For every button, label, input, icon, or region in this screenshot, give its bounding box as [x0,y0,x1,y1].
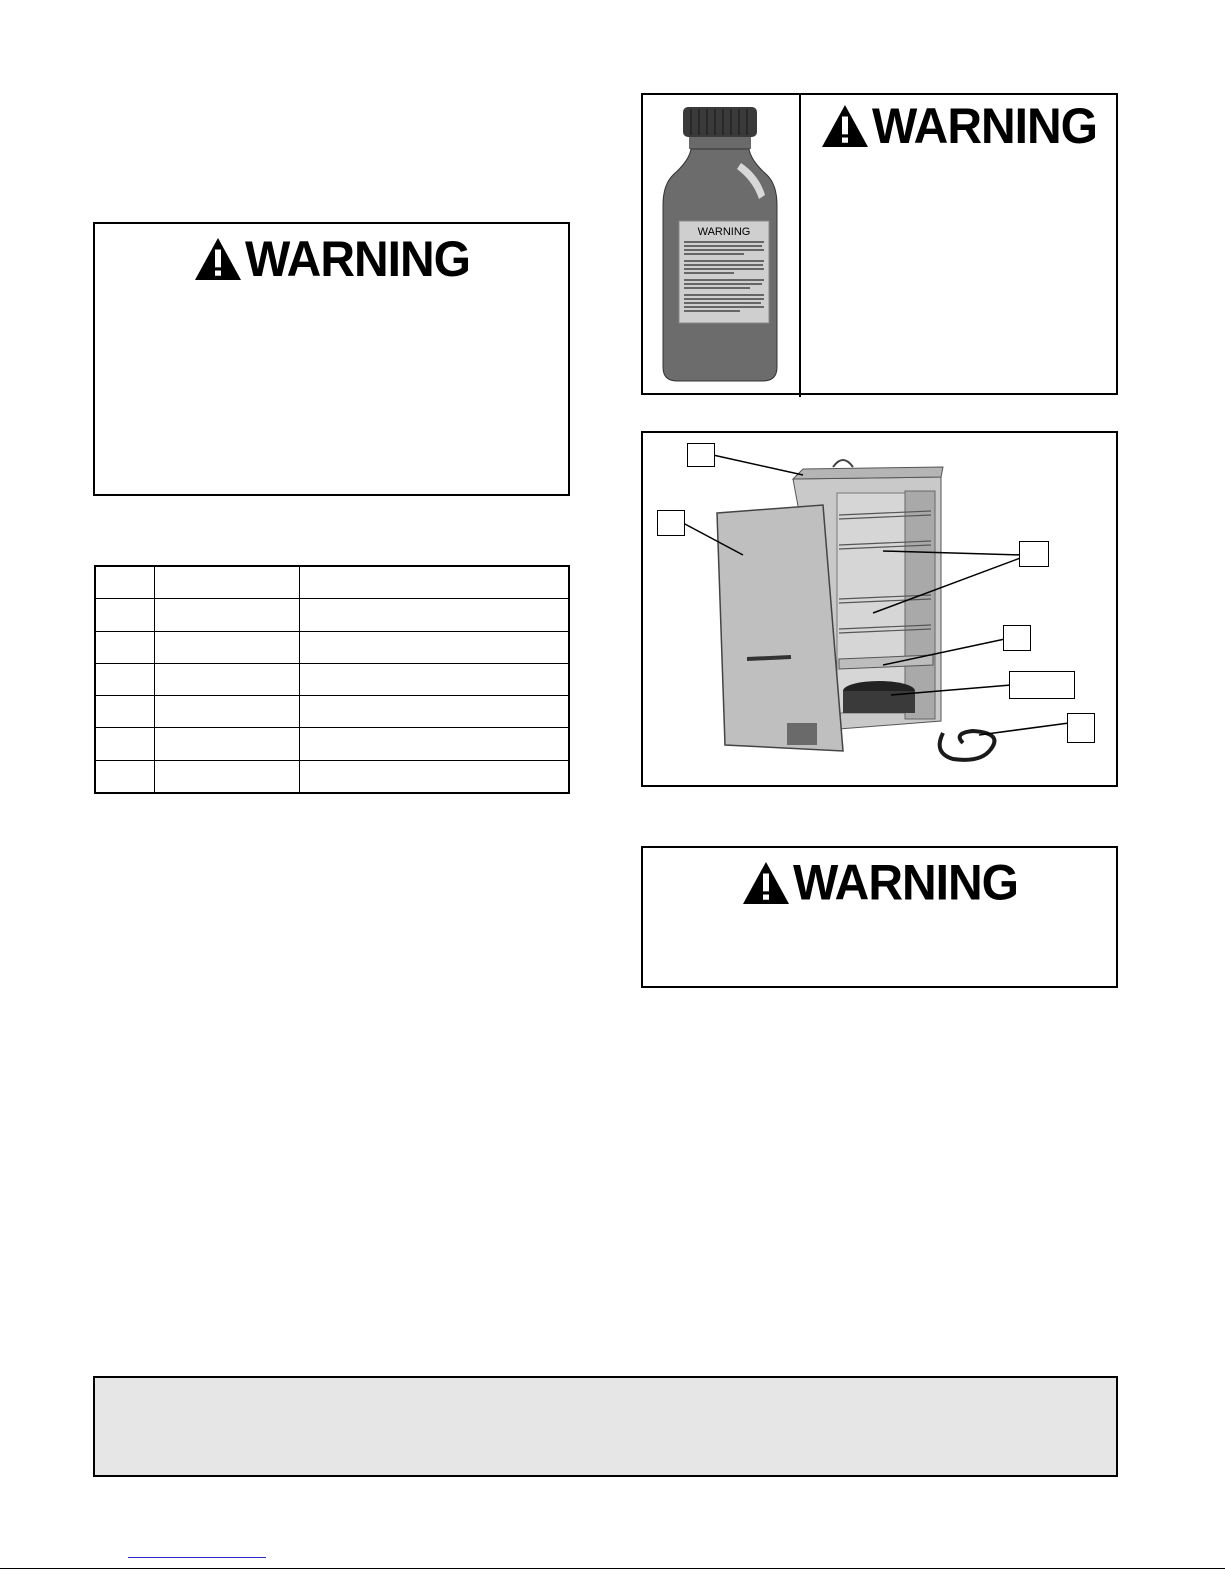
bottom-warning-heading: WARNING [643,859,1116,909]
left-warning-box [93,222,570,496]
table-row [95,696,569,728]
chemical-bottle-illustration [655,105,787,385]
warning-triangle-icon [193,236,243,282]
left-warning-heading: WARNING [95,235,568,285]
smoker-figure-box [641,431,1118,787]
table-cell [300,663,570,695]
callout-label-6 [1067,713,1095,743]
table-cell [300,599,570,631]
table-cell [95,566,155,599]
callout-label-3 [1019,541,1049,567]
table-cell [155,728,300,760]
electric-smoker-photo [643,433,1116,785]
table-cell [155,599,300,631]
table-cell [300,566,570,599]
warning-triangle-icon [741,860,791,906]
table-row [95,663,569,695]
footer-note-box [93,1376,1118,1477]
table-cell [300,631,570,663]
table-row [95,566,569,599]
warning-triangle-icon [820,103,870,149]
callout-label-1 [687,443,715,467]
bottle-warning-box [641,93,1118,395]
table-cell [95,631,155,663]
page-bottom-rule [0,1568,1225,1569]
footer-link-underline[interactable] [128,1557,266,1558]
table-row [95,631,569,663]
table-row [95,760,569,793]
table-cell [95,728,155,760]
callout-label-4 [1003,625,1031,651]
table-cell [155,566,300,599]
table-cell [300,696,570,728]
table-cell [300,728,570,760]
table-cell [155,760,300,793]
svg-text:WARNING: WARNING [697,226,751,238]
callout-label-2 [657,510,685,536]
table-cell [95,760,155,793]
table-row [95,599,569,631]
bottle-warning-heading: WARNING [801,102,1116,152]
table-cell [95,599,155,631]
table-cell [95,696,155,728]
table-cell [300,760,570,793]
table-cell [155,696,300,728]
table-row [95,728,569,760]
table-cell [95,663,155,695]
callout-label-5 [1009,671,1075,699]
table-cell [155,631,300,663]
bottom-warning-box [641,846,1118,988]
parts-table [94,565,570,794]
table-cell [155,663,300,695]
